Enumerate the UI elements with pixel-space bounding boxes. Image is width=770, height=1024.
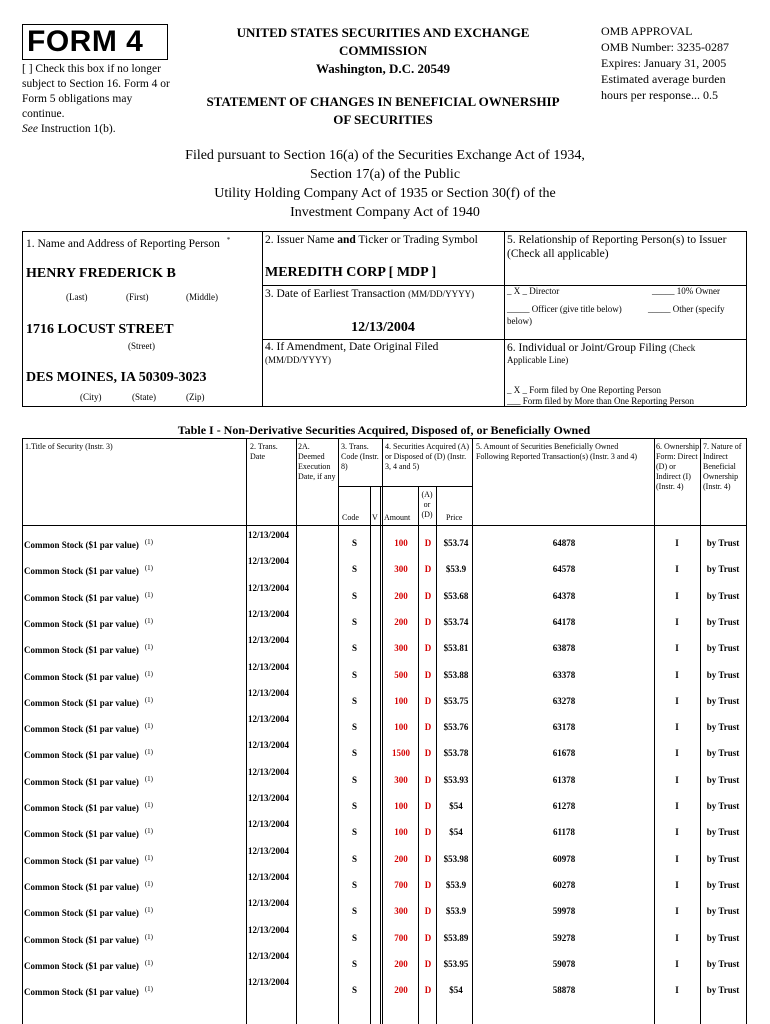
acquired-disposed-cell: D bbox=[424, 958, 432, 969]
price-cell: $53.76 bbox=[443, 722, 469, 733]
grid-line bbox=[504, 231, 505, 406]
grid-line bbox=[746, 231, 747, 406]
grid-line bbox=[262, 339, 746, 340]
street-address: 1716 LOCUST STREET bbox=[26, 322, 174, 337]
footnote-ref: (1) bbox=[144, 906, 154, 915]
subheader-amount: Amount bbox=[384, 513, 411, 522]
ownership-form-cell: I bbox=[675, 853, 679, 864]
grid-line bbox=[262, 285, 504, 286]
director-checkbox[interactable]: _ X _ Director bbox=[507, 286, 560, 296]
trans-code-cell: S bbox=[352, 722, 358, 733]
trans-code-cell: S bbox=[352, 958, 358, 969]
form-title: FORM 4 bbox=[22, 24, 168, 60]
box5-sub: (Check all applicable) bbox=[507, 248, 609, 260]
amount-cell: 300 bbox=[394, 643, 408, 654]
security-cell bbox=[24, 722, 153, 734]
security-title: Common Stock ($1 par value) bbox=[24, 855, 139, 866]
footnote-ref: (1) bbox=[144, 538, 154, 546]
table-row bbox=[22, 922, 746, 948]
subheader-price: Price bbox=[446, 513, 463, 522]
security-title: Common Stock ($1 par value) bbox=[24, 987, 139, 998]
acquired-disposed-cell: D bbox=[424, 590, 432, 601]
table-row bbox=[22, 580, 746, 606]
price-cell: $53.88 bbox=[443, 669, 469, 680]
table-row bbox=[22, 737, 746, 763]
check-box-text: [ ] Check this box if no longer subject to Section 16. Form 4 or Form 5 obligations may continue. bbox=[22, 63, 170, 120]
grid-line bbox=[22, 231, 23, 406]
trans-date-cell: 12/13/2004 bbox=[248, 871, 290, 882]
price-cell: $53.74 bbox=[443, 538, 469, 548]
footnote-ref: (1) bbox=[144, 722, 154, 731]
nature-cell: by Trust bbox=[706, 643, 740, 654]
security-title: Common Stock ($1 par value) bbox=[24, 697, 139, 708]
box4-label: 4. If Amendment, Date Original Filed bbox=[265, 341, 439, 353]
ownership-form-cell: I bbox=[675, 932, 679, 943]
acquired-disposed-cell: D bbox=[424, 643, 432, 654]
see-word: See bbox=[22, 123, 38, 135]
ownership-form-cell: I bbox=[675, 985, 679, 996]
footnote-ref: (1) bbox=[144, 985, 154, 994]
security-cell bbox=[24, 906, 153, 918]
trans-date-cell: 12/13/2004 bbox=[248, 793, 290, 803]
trans-date-cell: 12/13/2004 bbox=[248, 608, 290, 619]
security-title: Common Stock ($1 par value) bbox=[24, 671, 139, 682]
acquired-disposed-cell: D bbox=[424, 564, 432, 575]
nature-cell: by Trust bbox=[706, 879, 740, 890]
amount-cell: 500 bbox=[394, 669, 408, 680]
trans-date-cell: 12/13/2004 bbox=[248, 582, 290, 593]
amount-cell: 700 bbox=[394, 932, 408, 943]
table-row bbox=[22, 659, 746, 685]
price-cell: $53.93 bbox=[443, 774, 469, 785]
ownership-form-cell: I bbox=[675, 643, 679, 654]
agency-line2: COMMISSION bbox=[338, 43, 428, 58]
trans-date-cell: 12/13/2004 bbox=[248, 714, 290, 725]
ownership-form-cell: I bbox=[675, 748, 679, 759]
omb-line2: OMB Number: 3235-0287 bbox=[601, 40, 729, 54]
trans-code-cell: S bbox=[352, 748, 358, 759]
trans-code-cell: S bbox=[352, 906, 358, 917]
trans-code-cell: S bbox=[352, 564, 358, 575]
security-title: Common Stock ($1 par value) bbox=[24, 776, 139, 787]
box6-label: 6. Individual or Joint/Group Filing (Check bbox=[507, 342, 696, 354]
nature-cell: by Trust bbox=[706, 985, 740, 996]
security-cell bbox=[24, 748, 153, 760]
ten-percent-owner-checkbox[interactable]: _____ 10% Owner bbox=[652, 286, 720, 296]
security-cell bbox=[24, 959, 153, 971]
table-title: Table I - Non-Derivative Securities Acquired, Disposed of, or Beneficially Owned bbox=[177, 423, 591, 437]
price-cell: $54 bbox=[449, 985, 463, 996]
subheader-a-or-d: (A) or (D) bbox=[421, 490, 433, 519]
city-label: (City) bbox=[80, 392, 102, 402]
security-title: Common Stock ($1 par value) bbox=[24, 829, 139, 840]
trans-date-cell: 12/13/2004 bbox=[248, 530, 290, 540]
security-cell bbox=[24, 933, 153, 945]
subheader-code: Code bbox=[342, 513, 359, 522]
filed-line1: Filed pursuant to Section 16(a) of the Securities Exchange Act of 1934, bbox=[185, 148, 585, 163]
ownership-form-cell: I bbox=[675, 958, 679, 969]
trans-date-cell: 12/13/2004 bbox=[248, 845, 290, 856]
trans-code-cell: S bbox=[352, 801, 358, 811]
omb-line3: Expires: January 31, 2005 bbox=[601, 56, 727, 70]
filed-line4: Investment Company Act of 1940 bbox=[290, 205, 480, 220]
acquired-disposed-cell: D bbox=[424, 669, 432, 680]
acquired-disposed-cell: D bbox=[424, 695, 432, 706]
security-title: Common Stock ($1 par value) bbox=[24, 803, 139, 813]
security-title: Common Stock ($1 par value) bbox=[24, 908, 139, 919]
security-cell bbox=[24, 854, 153, 866]
table-row bbox=[22, 527, 746, 553]
footnote-ref: (1) bbox=[144, 932, 154, 941]
amount-cell: 300 bbox=[394, 774, 408, 785]
acquired-disposed-cell: D bbox=[424, 774, 432, 785]
security-title: Common Stock ($1 par value) bbox=[24, 750, 139, 761]
first-label: (First) bbox=[126, 292, 149, 302]
table-row bbox=[22, 843, 746, 869]
trans-code-cell: S bbox=[352, 643, 358, 654]
nature-cell: by Trust bbox=[706, 538, 740, 548]
security-cell bbox=[24, 801, 153, 813]
price-cell: $53.68 bbox=[443, 590, 469, 601]
omb-line5: hours per response... 0.5 bbox=[601, 88, 718, 102]
ownership-form-cell: I bbox=[675, 827, 679, 838]
amount-cell: 100 bbox=[394, 695, 408, 706]
grid-line bbox=[22, 525, 746, 526]
security-cell bbox=[24, 591, 153, 603]
amount-cell: 200 bbox=[394, 590, 408, 601]
security-title: Common Stock ($1 par value) bbox=[24, 645, 139, 656]
nature-cell: by Trust bbox=[706, 722, 740, 733]
footnote-ref: (1) bbox=[144, 590, 154, 599]
security-title: Common Stock ($1 par value) bbox=[24, 566, 139, 577]
footnote-ref: (1) bbox=[144, 853, 154, 862]
agency-block bbox=[178, 24, 588, 78]
nature-cell: by Trust bbox=[706, 827, 740, 838]
acquired-disposed-cell: D bbox=[424, 616, 432, 627]
price-cell: $53.89 bbox=[443, 932, 469, 943]
amount-owned-cell: 61178 bbox=[552, 827, 575, 838]
security-cell bbox=[24, 643, 153, 655]
acquired-disposed-cell: D bbox=[424, 906, 432, 917]
grid-line bbox=[22, 438, 746, 439]
trans-date-cell: 12/13/2004 bbox=[248, 924, 290, 935]
acquired-disposed-cell: D bbox=[424, 853, 432, 864]
acquired-disposed-cell: D bbox=[424, 879, 432, 890]
price-cell: $53.98 bbox=[443, 853, 469, 864]
middle-label: (Middle) bbox=[186, 292, 218, 302]
acquired-disposed-cell: D bbox=[424, 985, 432, 996]
acquired-disposed-cell: D bbox=[424, 932, 432, 943]
street-label: (Street) bbox=[128, 341, 155, 351]
header-nature: 7. Nature of Indirect Beneficial Ownership (Instr. 4) bbox=[703, 442, 742, 491]
price-cell: $53.95 bbox=[443, 958, 469, 969]
amount-owned-cell: 63178 bbox=[552, 722, 576, 733]
table-row bbox=[22, 632, 746, 658]
footnote-ref: (1) bbox=[144, 801, 154, 809]
box1-label: 1. Name and Address of Reporting Person * bbox=[26, 236, 231, 250]
footnote-ref: (1) bbox=[144, 564, 154, 573]
header-securities-acquired: 4. Securities Acquired (A) or Disposed of (D) (Instr. 3, 4 and 5) bbox=[385, 442, 469, 471]
ownership-form-cell: I bbox=[675, 801, 679, 811]
acquired-disposed-cell: D bbox=[424, 722, 432, 733]
nature-cell: by Trust bbox=[706, 590, 740, 601]
trans-code-cell: S bbox=[352, 853, 358, 864]
amount-cell: 700 bbox=[394, 879, 408, 890]
security-cell bbox=[24, 670, 153, 682]
table-row bbox=[22, 869, 746, 895]
amount-cell: 1500 bbox=[392, 748, 410, 759]
statement-title bbox=[168, 93, 598, 129]
amount-cell: 300 bbox=[394, 906, 408, 917]
amount-owned-cell: 61378 bbox=[552, 774, 576, 785]
earliest-transaction-date: 12/13/2004 bbox=[351, 320, 415, 335]
amount-owned-cell: 60278 bbox=[552, 879, 576, 890]
grid-line bbox=[746, 438, 747, 1024]
price-cell: $54 bbox=[449, 801, 463, 811]
grid-line bbox=[338, 486, 472, 487]
amount-owned-cell: 63378 bbox=[552, 669, 576, 680]
ownership-form-cell: I bbox=[675, 564, 679, 575]
footnote-ref: (1) bbox=[144, 827, 154, 836]
acquired-disposed-cell: D bbox=[424, 538, 432, 548]
omb-line4: Estimated average burden bbox=[601, 72, 726, 86]
amount-owned-cell: 64578 bbox=[552, 564, 576, 575]
footnote-ref: (1) bbox=[144, 958, 154, 967]
table-row bbox=[22, 895, 746, 921]
statement-line1: STATEMENT OF CHANGES IN BENEFICIAL OWNERSHIP bbox=[206, 94, 560, 109]
trans-date-cell: 12/13/2004 bbox=[248, 556, 290, 567]
security-cell bbox=[24, 696, 153, 708]
officer-checkbox[interactable]: _____ Officer (give title below) bbox=[507, 304, 622, 314]
footnote-ref: (1) bbox=[144, 748, 154, 757]
ownership-form-cell: I bbox=[675, 669, 679, 680]
acquired-disposed-cell: D bbox=[424, 827, 432, 838]
table-row bbox=[22, 764, 746, 790]
table-row bbox=[22, 816, 746, 842]
footnote-ref: (1) bbox=[144, 616, 154, 625]
nature-cell: by Trust bbox=[706, 695, 740, 706]
nature-cell: by Trust bbox=[706, 906, 740, 917]
grid-line bbox=[262, 231, 263, 406]
amount-owned-cell: 59078 bbox=[552, 958, 576, 969]
table-row bbox=[22, 948, 746, 974]
ownership-form-cell: I bbox=[675, 616, 679, 627]
amount-owned-cell: 61278 bbox=[552, 801, 576, 811]
security-cell bbox=[24, 827, 153, 839]
box6-sub: Applicable Line) bbox=[507, 355, 569, 365]
trans-date-cell: 12/13/2004 bbox=[248, 819, 290, 830]
ownership-form-cell: I bbox=[675, 538, 679, 548]
price-cell: $54 bbox=[449, 827, 463, 838]
zip-label: (Zip) bbox=[186, 392, 205, 402]
security-cell bbox=[24, 880, 153, 892]
nature-cell: by Trust bbox=[706, 774, 740, 785]
last-label: (Last) bbox=[66, 292, 88, 302]
amount-owned-cell: 64178 bbox=[552, 616, 576, 627]
amount-owned-cell: 63278 bbox=[552, 695, 576, 706]
box4-format: (MM/DD/YYYY) bbox=[265, 355, 331, 365]
grid-line bbox=[22, 231, 746, 232]
price-cell: $53.81 bbox=[443, 643, 469, 654]
omb-block bbox=[601, 23, 761, 103]
security-title: Common Stock ($1 par value) bbox=[24, 934, 139, 945]
filed-pursuant bbox=[100, 146, 670, 222]
amount-owned-cell: 59278 bbox=[552, 932, 576, 943]
trans-code-cell: S bbox=[352, 590, 358, 601]
agency-line1: UNITED STATES SECURITIES AND EXCHANGE bbox=[236, 25, 530, 40]
city-state-zip: DES MOINES, IA 50309-3023 bbox=[26, 370, 207, 385]
footnote-ref: (1) bbox=[144, 643, 154, 652]
omb-line1: OMB APPROVAL bbox=[601, 24, 693, 38]
nature-cell: by Trust bbox=[706, 564, 740, 575]
ownership-form-cell: I bbox=[675, 590, 679, 601]
trans-code-cell: S bbox=[352, 827, 358, 838]
header-title-of-security: 1.Title of Security (Instr. 3) bbox=[25, 442, 113, 451]
trans-date-cell: 12/13/2004 bbox=[248, 740, 290, 751]
ownership-form-cell: I bbox=[675, 879, 679, 890]
header-trans-date: 2. Trans. Date bbox=[250, 442, 278, 461]
security-title: Common Stock ($1 par value) bbox=[24, 960, 139, 971]
ownership-form-cell: I bbox=[675, 695, 679, 706]
header-deemed-date: 2A. Deemed Execution Date, if any bbox=[298, 442, 336, 481]
security-title: Common Stock ($1 par value) bbox=[24, 592, 139, 603]
issuer-name: MEREDITH CORP [ MDP ] bbox=[265, 265, 437, 280]
nature-cell: by Trust bbox=[706, 853, 740, 864]
nature-cell: by Trust bbox=[706, 958, 740, 969]
price-cell: $53.9 bbox=[445, 879, 467, 890]
amount-cell: 300 bbox=[394, 564, 408, 575]
ownership-form-cell: I bbox=[675, 774, 679, 785]
security-cell bbox=[24, 538, 153, 550]
amount-cell: 100 bbox=[394, 538, 408, 548]
below-label: below) bbox=[507, 316, 532, 326]
trans-date-cell: 12/13/2004 bbox=[248, 661, 290, 672]
reporting-person-name: HENRY FREDERICK B bbox=[26, 266, 176, 281]
price-cell: $53.9 bbox=[445, 906, 467, 917]
filed-line3: Utility Holding Company Act of 1935 or Section 30(f) of the bbox=[214, 186, 556, 201]
table-row bbox=[22, 606, 746, 632]
amount-owned-cell: 64878 bbox=[552, 538, 576, 548]
box5-label: 5. Relationship of Reporting Person(s) to Issuer bbox=[507, 234, 727, 246]
footnote-ref: (1) bbox=[144, 774, 154, 783]
trans-date-cell: 12/13/2004 bbox=[248, 635, 290, 646]
table-row bbox=[22, 711, 746, 737]
header-ownership-form: 6. Ownership Form: Direct (D) or Indirect (I) (Instr. 4) bbox=[656, 442, 700, 491]
table-row bbox=[22, 974, 746, 1000]
amount-cell: 100 bbox=[394, 827, 408, 838]
header-amount-owned: 5. Amount of Securities Beneficially Owned Following Reported Transaction(s) (Instr. 3 and 4) bbox=[476, 442, 638, 461]
amount-owned-cell: 61678 bbox=[552, 748, 576, 759]
trans-code-cell: S bbox=[352, 879, 358, 890]
security-cell bbox=[24, 775, 153, 787]
trans-code-cell: S bbox=[352, 669, 358, 680]
trans-code-cell: S bbox=[352, 538, 358, 548]
acquired-disposed-cell: D bbox=[424, 801, 432, 811]
acquired-disposed-cell: D bbox=[424, 748, 432, 759]
agency-line3: Washington, D.C. 20549 bbox=[316, 61, 450, 76]
nature-cell: by Trust bbox=[706, 616, 740, 627]
ownership-form-cell: I bbox=[675, 722, 679, 733]
trans-code-cell: S bbox=[352, 985, 358, 996]
table-row bbox=[22, 685, 746, 711]
state-label: (State) bbox=[132, 392, 156, 402]
see-instruction: Instruction 1(b). bbox=[37, 123, 116, 135]
more-person-checkbox[interactable]: ___ Form filed by More than One Reporting Person bbox=[507, 396, 694, 406]
trans-code-cell: S bbox=[352, 695, 358, 706]
amount-cell: 200 bbox=[394, 616, 408, 627]
subheader-v: V bbox=[372, 513, 378, 522]
amount-cell: 200 bbox=[394, 958, 408, 969]
security-cell bbox=[24, 564, 153, 576]
security-title: Common Stock ($1 par value) bbox=[24, 540, 139, 550]
amount-cell: 100 bbox=[394, 801, 408, 811]
nature-cell: by Trust bbox=[706, 669, 740, 680]
box2-label: 2. Issuer Name and Ticker or Trading Symbol bbox=[265, 234, 478, 246]
one-person-checkbox[interactable]: _ X _ Form filed by One Reporting Person bbox=[507, 385, 661, 395]
filed-line2: Section 17(a) of the Public bbox=[309, 167, 461, 182]
trans-date-cell: 12/13/2004 bbox=[248, 766, 290, 777]
trans-date-cell: 12/13/2004 bbox=[248, 950, 290, 961]
trans-date-cell: 12/13/2004 bbox=[248, 898, 290, 909]
amount-cell: 200 bbox=[394, 853, 408, 864]
security-title: Common Stock ($1 par value) bbox=[24, 724, 139, 735]
price-cell: $53.74 bbox=[443, 616, 469, 627]
trans-date-cell: 12/13/2004 bbox=[248, 977, 290, 988]
table-row bbox=[22, 790, 746, 816]
price-cell: $53.9 bbox=[445, 564, 467, 575]
price-cell: $53.75 bbox=[443, 695, 469, 706]
footnote-ref: (1) bbox=[144, 695, 154, 704]
statement-line2: OF SECURITIES bbox=[333, 112, 433, 127]
trans-code-cell: S bbox=[352, 932, 358, 943]
ownership-form-cell: I bbox=[675, 906, 679, 917]
security-title: Common Stock ($1 par value) bbox=[24, 881, 139, 892]
amount-owned-cell: 64378 bbox=[552, 590, 576, 601]
trans-code-cell: S bbox=[352, 774, 358, 785]
footnote-ref: (1) bbox=[144, 669, 154, 678]
footnote-ref: (1) bbox=[144, 879, 154, 888]
security-cell bbox=[24, 617, 153, 629]
security-title: Common Stock ($1 par value) bbox=[24, 618, 139, 629]
nature-cell: by Trust bbox=[706, 801, 740, 811]
nature-cell: by Trust bbox=[706, 932, 740, 943]
security-cell bbox=[24, 985, 153, 997]
box3-label: 3. Date of Earliest Transaction (MM/DD/YYYY) bbox=[265, 288, 475, 300]
amount-owned-cell: 63878 bbox=[552, 643, 576, 654]
amount-owned-cell: 58878 bbox=[552, 985, 576, 996]
other-checkbox[interactable]: _____ Other (specify bbox=[648, 304, 725, 314]
amount-cell: 200 bbox=[394, 985, 408, 996]
header-trans-code: 3. Trans. Code (Instr. 8) bbox=[341, 442, 379, 471]
nature-cell: by Trust bbox=[706, 748, 740, 759]
amount-owned-cell: 60978 bbox=[552, 853, 576, 864]
trans-date-cell: 12/13/2004 bbox=[248, 687, 290, 698]
amount-owned-cell: 59978 bbox=[552, 906, 576, 917]
table-row bbox=[22, 553, 746, 579]
price-cell: $53.78 bbox=[443, 748, 469, 759]
check-box-notice bbox=[22, 62, 172, 137]
amount-cell: 100 bbox=[394, 722, 408, 733]
trans-code-cell: S bbox=[352, 616, 358, 627]
